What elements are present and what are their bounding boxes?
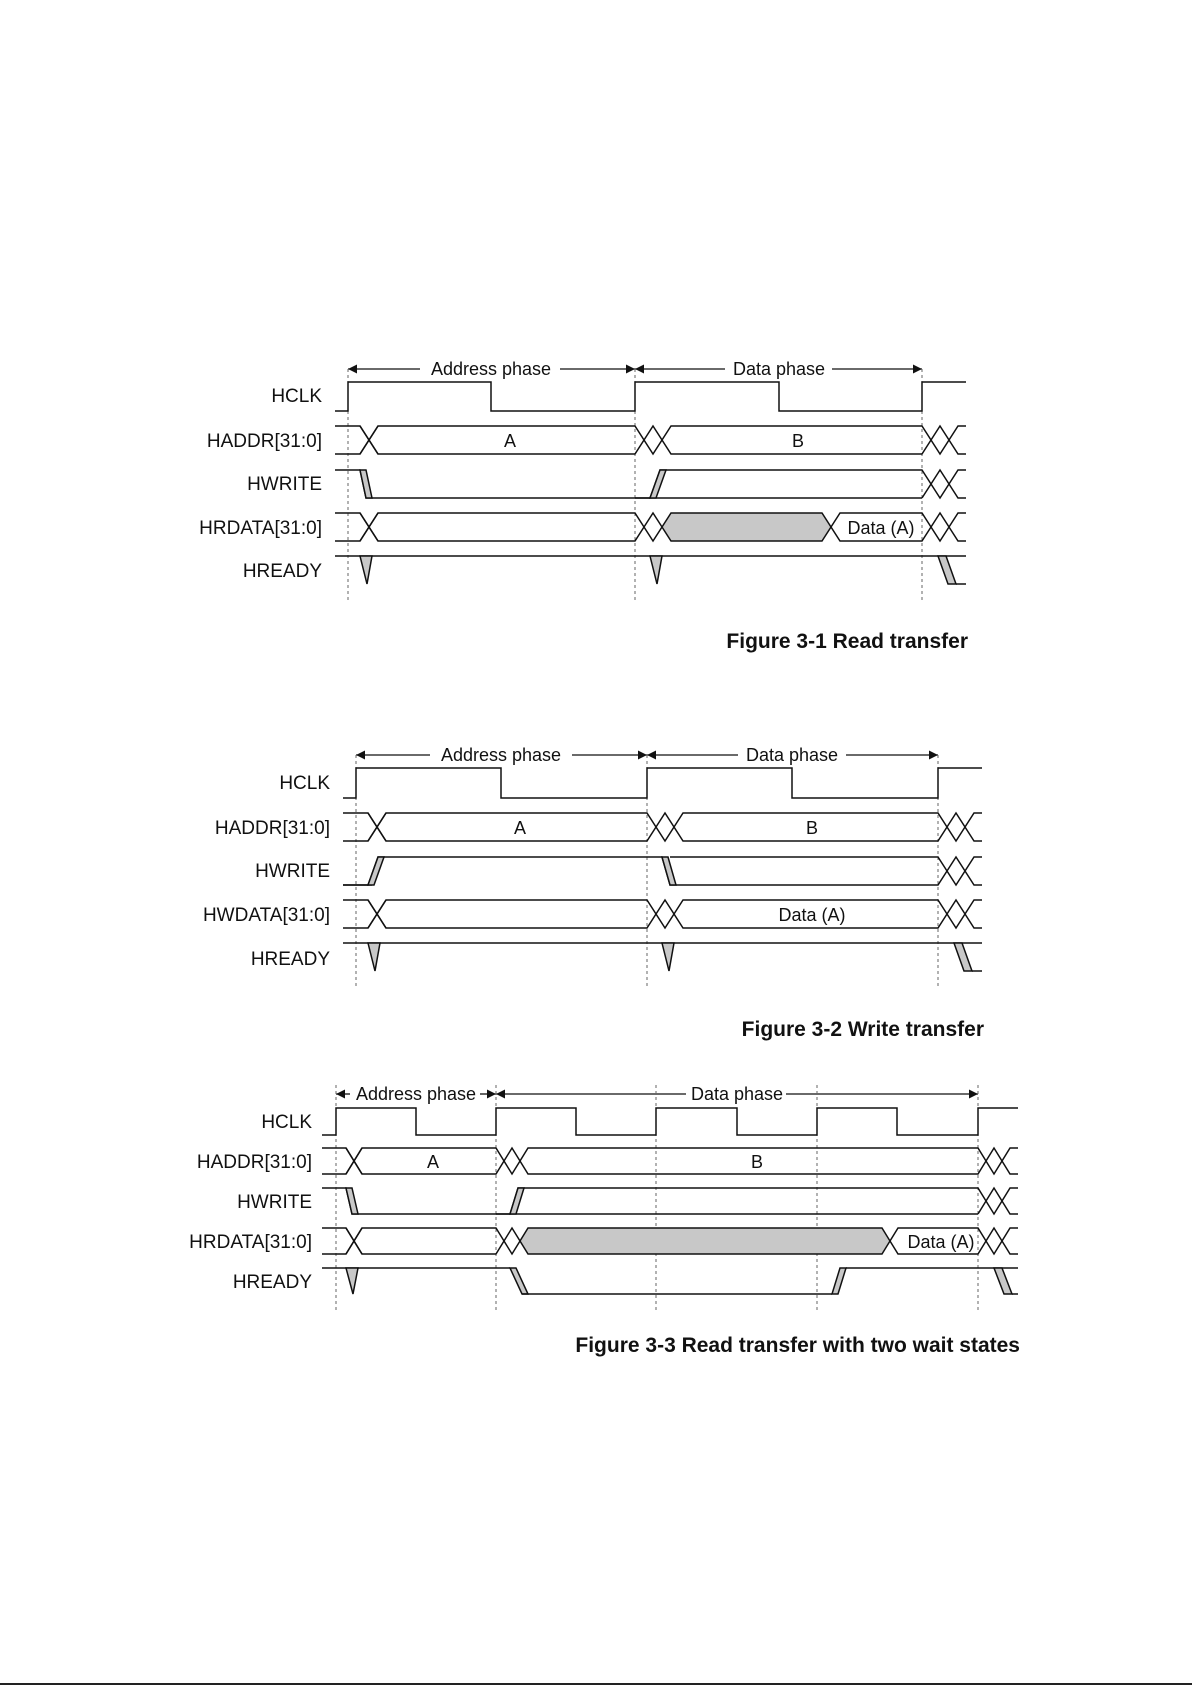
data-phase-label: Data phase: [745, 745, 839, 765]
signal-label-hrdata: HRDATA[31:0]: [189, 1232, 312, 1253]
signal-label-hready: HREADY: [232, 1272, 312, 1293]
haddr-value-b: B: [805, 818, 819, 838]
hwrite-waveform: [335, 470, 966, 498]
hwdata-waveform: [343, 900, 982, 928]
figure-caption: Figure 3-2 Write transfer: [741, 1018, 984, 1041]
hrdata-wait-shade: [662, 513, 831, 541]
phase-markers: [336, 1084, 978, 1104]
hclk-waveform: [335, 382, 966, 411]
signal-label-hrdata: HRDATA[31:0]: [199, 518, 322, 539]
figure-caption: Figure 3-1 Read transfer: [726, 630, 968, 653]
address-phase-label: Address phase: [440, 745, 562, 765]
signal-label-haddr: HADDR[31:0]: [196, 1152, 312, 1173]
hclk-waveform: [322, 1108, 1018, 1135]
signal-labels: [203, 773, 330, 970]
signal-label-hwrite: HWRITE: [237, 1192, 312, 1213]
hclk-waveform: [343, 768, 982, 798]
signal-label-haddr: HADDR[31:0]: [206, 431, 322, 452]
hwrite-waveform: [343, 857, 982, 885]
signal-label-hclk: HCLK: [261, 1112, 312, 1133]
haddr-waveform: [343, 813, 982, 841]
signal-labels: [199, 386, 322, 582]
signal-label-hwrite: HWRITE: [247, 474, 322, 495]
signal-label-haddr: HADDR[31:0]: [214, 818, 330, 839]
signal-label-hclk: HCLK: [279, 773, 330, 794]
hwdata-value: Data (A): [778, 905, 846, 925]
data-phase-label: Data phase: [732, 359, 826, 379]
clock-edge-guides: [336, 1085, 978, 1310]
hready-waveform: [322, 1268, 1018, 1294]
haddr-value-b: B: [750, 1152, 764, 1172]
haddr-waveform: [335, 426, 966, 454]
signal-labels: [189, 1112, 312, 1293]
figure-read-transfer-two-wait-states: [189, 1084, 1020, 1357]
haddr-value-a: A: [513, 818, 527, 838]
signal-label-hwrite: HWRITE: [255, 861, 330, 882]
data-phase-label: Data phase: [690, 1084, 784, 1104]
address-phase-label: Address phase: [430, 359, 552, 379]
signal-label-hwdata: HWDATA[31:0]: [202, 905, 330, 926]
haddr-value-a: A: [426, 1152, 440, 1172]
hrdata-value: Data (A): [847, 518, 915, 538]
figure-read-transfer: [199, 359, 968, 653]
hrdata-value: Data (A): [907, 1232, 975, 1252]
address-phase-label: Address phase: [355, 1084, 477, 1104]
signal-label-hready: HREADY: [242, 561, 322, 582]
figure-write-transfer: [203, 745, 984, 1041]
hready-waveform: [343, 943, 982, 971]
signal-label-hclk: HCLK: [271, 386, 322, 407]
hready-waveform: [335, 556, 966, 584]
haddr-value-a: A: [503, 431, 517, 451]
signal-label-hready: HREADY: [250, 949, 330, 970]
hrdata-wait-shade: [520, 1228, 890, 1254]
figure-caption: Figure 3-3 Read transfer with two wait states: [575, 1334, 1020, 1357]
haddr-value-b: B: [791, 431, 805, 451]
hwrite-waveform: [322, 1188, 1018, 1214]
